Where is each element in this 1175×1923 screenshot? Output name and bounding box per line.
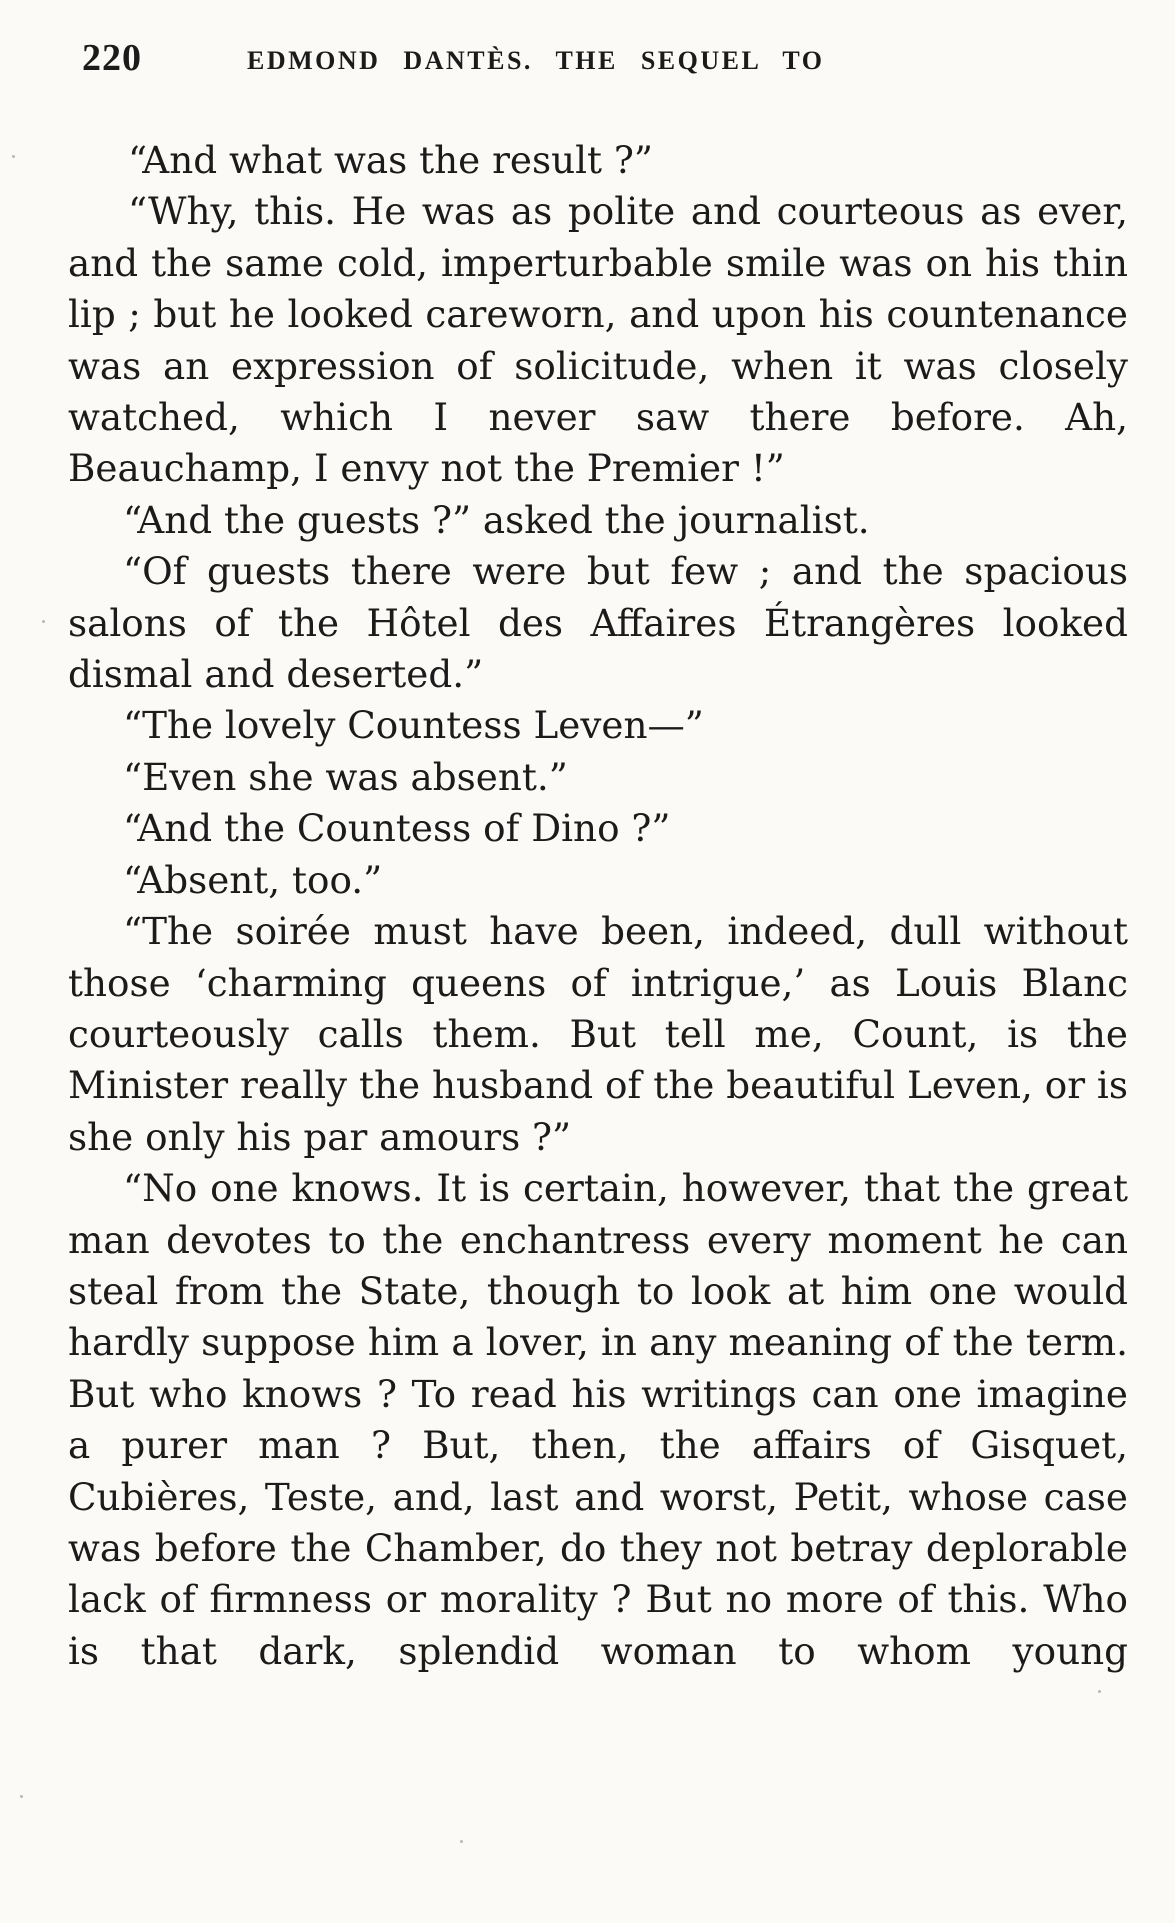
page-number: 220	[82, 37, 142, 79]
running-head: EDMOND DANTÈS. THE SEQUEL TO	[247, 46, 825, 75]
paragraph: “The soirée must have been, indeed, dull without those ‘charming queens of intrigue,’ as Louis Blanc courteously calls them. But tell me, Count, is the Minister really the husband of the beautiful Leven, or is she only his par amours ?”	[68, 909, 1128, 1159]
print-speckle	[460, 1840, 463, 1843]
print-speckle	[42, 620, 45, 623]
paragraph: “Absent, too.”	[123, 857, 383, 902]
page-header	[82, 36, 962, 84]
print-speckle	[1098, 1690, 1101, 1693]
paragraph: “And the Countess of Dino ?”	[123, 806, 671, 851]
print-speckle	[20, 1795, 23, 1798]
paragraph: “Why, this. He was as polite and courteous as ever, and the same cold, imperturbable smile was on his thin lip ; but he looked careworn, and upon his countenance was an expression of solicitude, when it was closely watched, which I never saw there before. Ah, Beauchamp, I envy not the Premier !”	[68, 189, 1128, 491]
paragraph: “Even she was absent.”	[123, 754, 568, 799]
body-text	[68, 135, 1128, 1677]
paragraph: “And what was the result ?”	[128, 138, 653, 182]
paragraph: “No one knows. It is certain, however, that the great man devotes to the enchantress every moment he can steal from the State, though to look at him one would hardly suppose him a lover, in any meaning of the term. But who knows ? To read his writings can one imagine a purer man ? But, then, the affairs of Gisquet, Cubières, Teste, and, last and worst, Petit, whose case was before the Chamber, do they not betray deplorable lack of firmness or morality ? But no more of this. Who is that dark, splendid woman to whom young	[68, 1166, 1128, 1673]
paragraph: “Of guests there were but few ; and the spacious salons of the Hôtel des Affaires Étrangères looked dismal and deserted.”	[68, 549, 1128, 697]
paragraph: “The lovely Countess Leven—”	[123, 703, 704, 748]
print-speckle	[12, 155, 15, 158]
paragraph: “And the guests ?” asked the journalist.	[123, 497, 870, 542]
